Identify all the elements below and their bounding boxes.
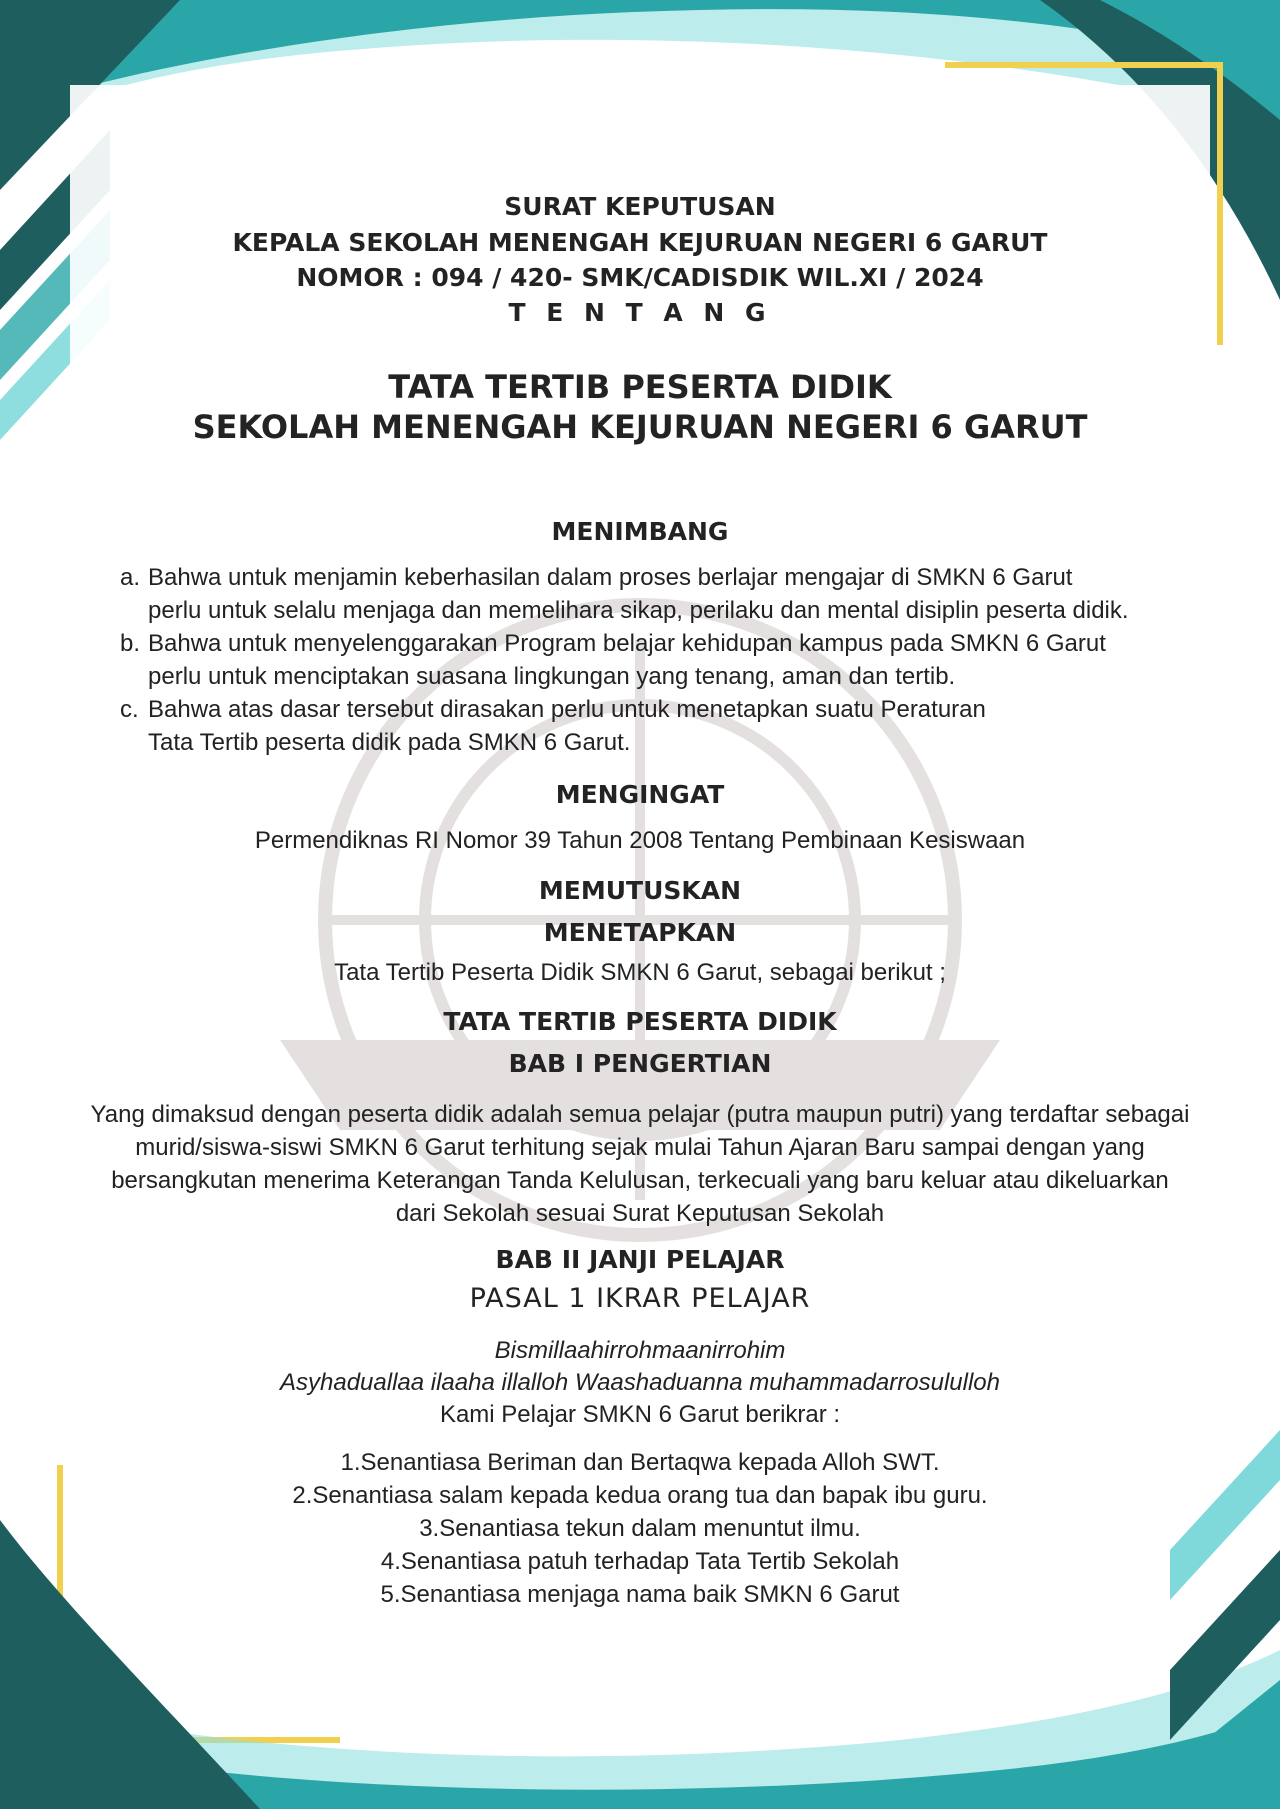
paragraph-line: Yang dimaksud dengan peserta didik adalah semua pelajar (putra maupun putri) yang terdaftar sebagai — [90, 1101, 1190, 1128]
pledge-list — [60, 1446, 1220, 1611]
paragraph-line: bersangkutan menerima Keterangan Tanda Kelulusan, terkecuali yang baru keluar atau dikeluarkan — [111, 1167, 1169, 1194]
bab1-heading: BAB I PENGERTIAN — [508, 1049, 772, 1078]
paragraph-line: murid/siswa-siswi SMKN 6 Garut terhitung sejak mulai Tahun Ajaran Baru sampai dengan yang — [135, 1134, 1145, 1161]
item-line2: perlu untuk menciptakan suasana lingkungan yang tenang, aman dan tertib. — [148, 663, 956, 690]
bab1-paragraph — [60, 1098, 1220, 1230]
pasal1-heading: PASAL 1 IKRAR PELAJAR — [469, 1283, 811, 1314]
item-line2: Tata Tertib peserta didik pada SMKN 6 Garut. — [148, 729, 631, 756]
pledge-item: 2.Senantiasa salam kepada kedua orang tua dan bapak ibu guru. — [292, 1482, 988, 1509]
mengingat-heading: MENGINGAT — [555, 780, 725, 809]
item-line1: Bahwa untuk menyelenggarakan Program belajar kehidupan kampus pada SMKN 6 Garut — [148, 630, 1106, 657]
item-line1: Bahwa atas dasar tersebut dirasakan perlu untuk menetapkan suatu Peraturan — [148, 696, 986, 723]
issuer-title: KEPALA SEKOLAH MENENGAH KEJURUAN NEGERI 6 GARUT — [232, 228, 1048, 257]
bab1-title: TATA TERTIB PESERTA DIDIK — [443, 1007, 837, 1036]
paragraph-line: dari Sekolah sesuai Surat Keputusan Sekolah — [395, 1200, 885, 1227]
item-line1: Bahwa untuk menjamin keberhasilan dalam proses berlajar mengajar di SMKN 6 Garut — [148, 564, 1073, 591]
pledge-item: 4.Senantiasa patuh terhadap Tata Tertib Sekolah — [380, 1548, 900, 1575]
decree-type: SURAT KEPUTUSAN — [504, 192, 776, 221]
bab2-heading: BAB II JANJI PELAJAR — [495, 1245, 785, 1274]
document-title-line2: SEKOLAH MENENGAH KEJURUAN NEGERI 6 GARUT — [192, 408, 1088, 446]
item-line2: perlu untuk selalu menjaga dan memelihara sikap, perilaku dan mental disiplin peserta didik. — [148, 597, 1129, 624]
memutuskan-heading: MEMUTUSKAN — [538, 876, 742, 905]
mengingat-text: Permendiknas RI Nomor 39 Tahun 2008 Tentang Pembinaan Kesiswaan — [254, 827, 1026, 854]
menetapkan-heading: MENETAPKAN — [543, 918, 737, 947]
pledge-item: 1.Senantiasa Beriman dan Bertaqwa kepada Alloh SWT. — [340, 1449, 940, 1476]
pledge-intro: Kami Pelajar SMKN 6 Garut berikrar : — [439, 1401, 841, 1428]
opening-basmalah: Bismillaahirrohmaanirrohim — [494, 1337, 786, 1364]
item-marker: b. — [120, 630, 141, 657]
decree-number: NOMOR : 094 / 420- SMK/CADISDIK WIL.XI / 2024 — [296, 263, 984, 292]
document-title-line1: TATA TERTIB PESERTA DIDIK — [388, 368, 892, 406]
menimbang-item-b — [120, 627, 1180, 693]
menimbang-item-a — [120, 561, 1180, 627]
menimbang-item-c — [120, 693, 1180, 759]
opening-shahada: Asyhaduallaa ilaaha illalloh Waashaduanna muhammadarrosululloh — [279, 1369, 1000, 1396]
pledge-item: 5.Senantiasa menjaga nama baik SMKN 6 Garut — [380, 1581, 900, 1608]
menetapkan-text: Tata Tertib Peserta Didik SMKN 6 Garut, sebagai berikut ; — [334, 959, 946, 986]
item-marker: c. — [120, 696, 139, 723]
pledge-item: 3.Senantiasa tekun dalam menuntut ilmu. — [419, 1515, 861, 1542]
item-marker: a. — [120, 564, 141, 591]
about-label: T E N T A N G — [508, 298, 772, 327]
menimbang-heading: MENIMBANG — [551, 517, 729, 546]
